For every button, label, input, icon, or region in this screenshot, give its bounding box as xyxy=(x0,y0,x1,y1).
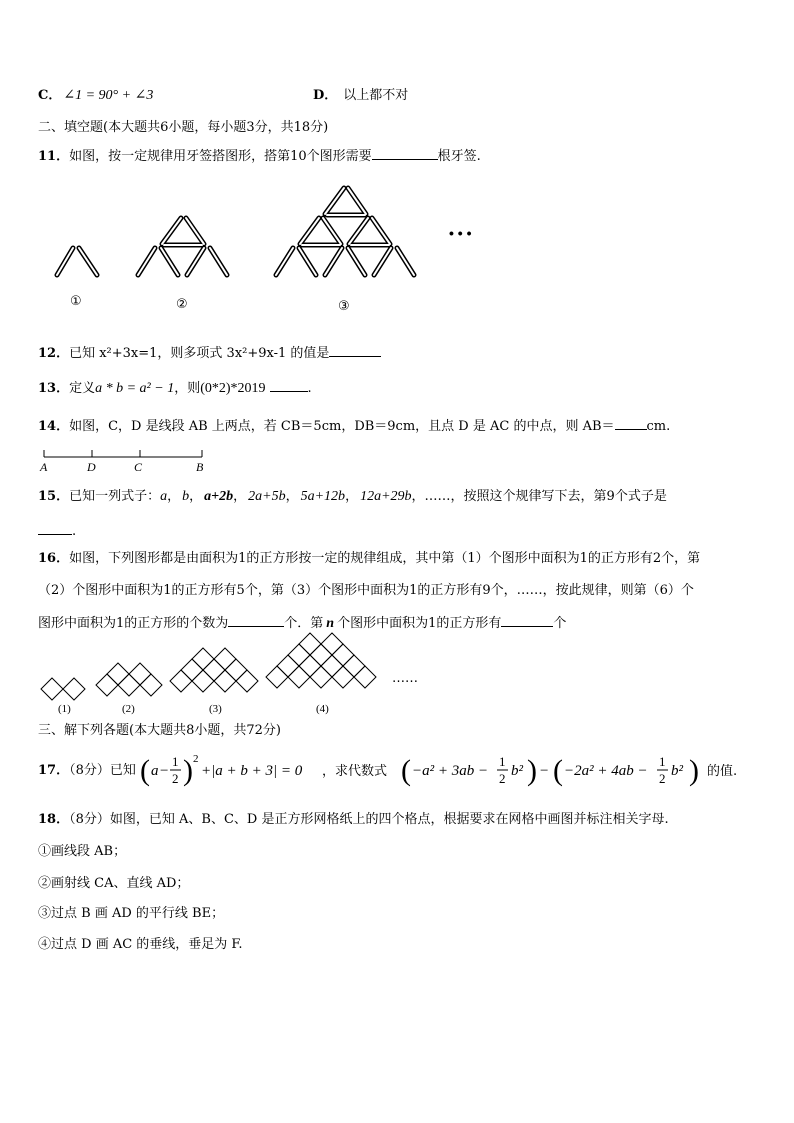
polynomial-1: −a² + 3ab − xyxy=(412,763,489,779)
unit-square xyxy=(214,670,236,692)
unit-square xyxy=(236,670,258,692)
unit-square xyxy=(321,655,343,677)
question-text-end: . xyxy=(307,381,312,396)
question-text-end: 根牙签. xyxy=(437,149,481,164)
q10-option-d xyxy=(313,88,408,104)
figure-label-3: ③ xyxy=(338,299,350,314)
unit-square xyxy=(299,633,321,655)
figure-label-2: ② xyxy=(176,297,188,312)
question-number: 17． xyxy=(38,763,70,778)
unit-square xyxy=(63,678,85,700)
unit-square xyxy=(288,644,310,666)
unit-square xyxy=(354,666,376,688)
unit-square xyxy=(41,678,63,700)
toothpick-figure xyxy=(0,180,794,340)
paren-left: ( xyxy=(553,754,563,787)
option-c-label: C． xyxy=(38,88,62,103)
question-12 xyxy=(38,344,381,362)
question-11 xyxy=(38,147,481,165)
unit-square xyxy=(181,659,203,681)
point-c-label: C xyxy=(134,460,143,474)
question-number: 14． xyxy=(38,419,70,434)
formula-var-a: a xyxy=(151,763,159,779)
question-text: 个 xyxy=(553,616,567,631)
point-a-label: A xyxy=(40,460,48,474)
fraction-numerator: 1 xyxy=(659,754,666,769)
figure-ellipsis: …… xyxy=(392,671,418,686)
answer-blank[interactable] xyxy=(372,147,438,160)
unit-square xyxy=(299,655,321,677)
unit-square xyxy=(203,659,225,681)
paren-left: ( xyxy=(401,754,411,787)
unit-square xyxy=(266,666,288,688)
question-number: 16． xyxy=(38,551,70,566)
sequence-term: 12a+29b xyxy=(360,489,412,504)
answer-blank[interactable] xyxy=(329,344,381,357)
unit-square xyxy=(225,659,247,681)
question-text: 如图，按一定规律用牙签搭图形，搭第10个图形需要 xyxy=(69,149,372,164)
answer-blank[interactable] xyxy=(270,379,308,392)
option-d-text: 以上都不对 xyxy=(343,88,409,103)
b-squared: b² xyxy=(511,763,523,779)
unit-square xyxy=(96,674,118,696)
figure-ellipsis: • • • xyxy=(449,225,472,241)
question-text: 个图形中面积为1的正方形有 xyxy=(337,616,502,631)
question-16-line-2 xyxy=(38,583,694,599)
answer-blank-1[interactable] xyxy=(228,614,284,627)
unit-square xyxy=(118,674,140,696)
point-d-label: D xyxy=(87,460,96,474)
unit-square xyxy=(129,663,151,685)
question-text-mid: ，则 xyxy=(174,381,201,396)
question-text: 已知一列式子： xyxy=(69,489,161,504)
diamond-squares-figure xyxy=(0,640,794,720)
unit-square xyxy=(332,666,354,688)
question-text: 已知 x²+3x=1，则多项式 3x²+9x-1 的值是 xyxy=(69,346,330,361)
fraction-denominator: 2 xyxy=(172,771,179,786)
paren-left: ( xyxy=(140,754,150,787)
formula-minus: − xyxy=(160,763,169,779)
question-text: ，求代数式 xyxy=(322,764,388,779)
question-text-end: 的值. xyxy=(707,764,738,779)
question-text: 如图，下列图形都是由面积为1的正方形按一定的规律组成，其中第（1）个图形中面积为1的正方形有2个，第 xyxy=(69,551,701,566)
answer-blank[interactable] xyxy=(615,417,647,430)
q18-item-4: ④过点 D 画 AC 的垂线，垂足为 F. xyxy=(38,937,243,952)
question-number: 11． xyxy=(38,149,70,164)
figure-label-1: (1) xyxy=(58,703,71,715)
question-number: 13． xyxy=(38,381,70,396)
question-17-formula xyxy=(0,750,794,790)
figure-label-1: ① xyxy=(70,294,82,309)
question-13 xyxy=(38,379,312,397)
unit-square xyxy=(107,663,129,685)
evaluate-expression: (0*2)*2019 xyxy=(200,381,266,396)
question-text: 如图，C，D 是线段 AB 上两点，若 CB＝5cm，DB＝9cm，且点 D 是 AC 的中点，则 AB＝ xyxy=(69,419,615,434)
score: （8分）已知 xyxy=(69,763,136,778)
q10-option-c xyxy=(38,88,153,104)
question-text-end: . xyxy=(72,524,77,539)
question-text-cont: ……，按照这个规律写下去，第9个式子是 xyxy=(424,489,667,504)
question-15: 15．已知一列式子：a， b， a+2b， 2a+5b， 5a+12b， 12a+29b，……，按照这个规律写下去，第9个式子是 xyxy=(38,489,667,504)
abs-term: +|a + b + 3| = 0 xyxy=(201,763,303,779)
section-2-title: 二、填空题(本大题共6小题，每小题3分，共18分) xyxy=(38,120,329,135)
paren-right: ) xyxy=(689,754,699,787)
unit-square xyxy=(140,674,162,696)
question-text: （2）个图形中面积为1的正方形有5个，第（3）个图形中面积为1的正方形有9个，……，按此规律，则第（6）个 xyxy=(38,583,694,598)
unit-square xyxy=(321,633,343,655)
question-text: 定义 xyxy=(69,381,96,396)
figure-label-2: (2) xyxy=(122,703,135,715)
toothpick-stroke-outer xyxy=(57,188,414,275)
answer-blank[interactable] xyxy=(38,522,72,535)
q18-item-1: ①画线段 AB； xyxy=(38,844,127,859)
q18-item-2: ②画射线 CA、直线 AD； xyxy=(38,876,190,891)
sequence-term: b xyxy=(182,489,190,504)
sequence-term: a+2b xyxy=(204,489,234,504)
fraction-denominator: 2 xyxy=(499,771,506,786)
unit-square xyxy=(288,666,310,688)
paren-right: ) xyxy=(183,754,193,787)
unit-square xyxy=(192,670,214,692)
fraction-numerator: 1 xyxy=(172,754,179,769)
unit-square xyxy=(214,648,236,670)
option-c-expression: ∠1 = 90° + ∠3 xyxy=(63,88,154,103)
section-3-title: 三、解下列各题(本大题共8小题，共72分) xyxy=(38,723,281,738)
sequence-term: 2a+5b xyxy=(248,489,286,504)
q18-item-3: ③过点 B 画 AD 的平行线 BE； xyxy=(38,906,225,921)
question-16-line-3 xyxy=(38,614,566,632)
formula-minus: − xyxy=(540,763,549,779)
paren-right: ) xyxy=(527,754,537,787)
exponent-2: 2 xyxy=(193,753,199,765)
unit-square xyxy=(332,644,354,666)
question-text: 图形中面积为1的正方形的个数为 xyxy=(38,616,229,631)
segment-figure xyxy=(0,446,794,476)
option-d-label: D． xyxy=(313,88,338,103)
polynomial-2: −2a² + 4ab − xyxy=(564,763,648,779)
unit-square xyxy=(277,655,299,677)
sequence-term: a xyxy=(160,489,168,504)
fraction-denominator: 2 xyxy=(659,771,666,786)
b-squared: b² xyxy=(671,763,683,779)
definition-expression: a * b = a² − 1 xyxy=(95,381,175,396)
question-number: 15． xyxy=(38,489,70,504)
variable-n: n xyxy=(326,616,335,631)
question-14 xyxy=(38,417,670,435)
question-number: 12． xyxy=(38,346,70,361)
sequence-term: 5a+12b xyxy=(300,489,346,504)
answer-blank-2[interactable] xyxy=(501,614,553,627)
figure-label-4: (4) xyxy=(316,703,329,715)
unit-square xyxy=(343,655,365,677)
unit-square xyxy=(310,644,332,666)
question-15-blank-line xyxy=(38,522,76,540)
question-text-end: cm. xyxy=(646,419,671,434)
question-16-line-1 xyxy=(38,551,700,567)
unit-square xyxy=(310,666,332,688)
question-18 xyxy=(38,812,669,828)
unit-square xyxy=(170,670,192,692)
fraction-numerator: 1 xyxy=(499,754,506,769)
question-text: （8分）如图，已知 A、B、C、D 是正方形网格纸上的四个格点，根据要求在网格中画图并标注相关字母. xyxy=(69,812,669,827)
question-number: 18． xyxy=(38,812,70,827)
question-text: 个．第 xyxy=(284,616,324,631)
point-b-label: B xyxy=(196,460,204,474)
diamond-shapes xyxy=(41,633,376,700)
unit-square xyxy=(192,648,214,670)
figure-label-3: (3) xyxy=(209,703,222,715)
